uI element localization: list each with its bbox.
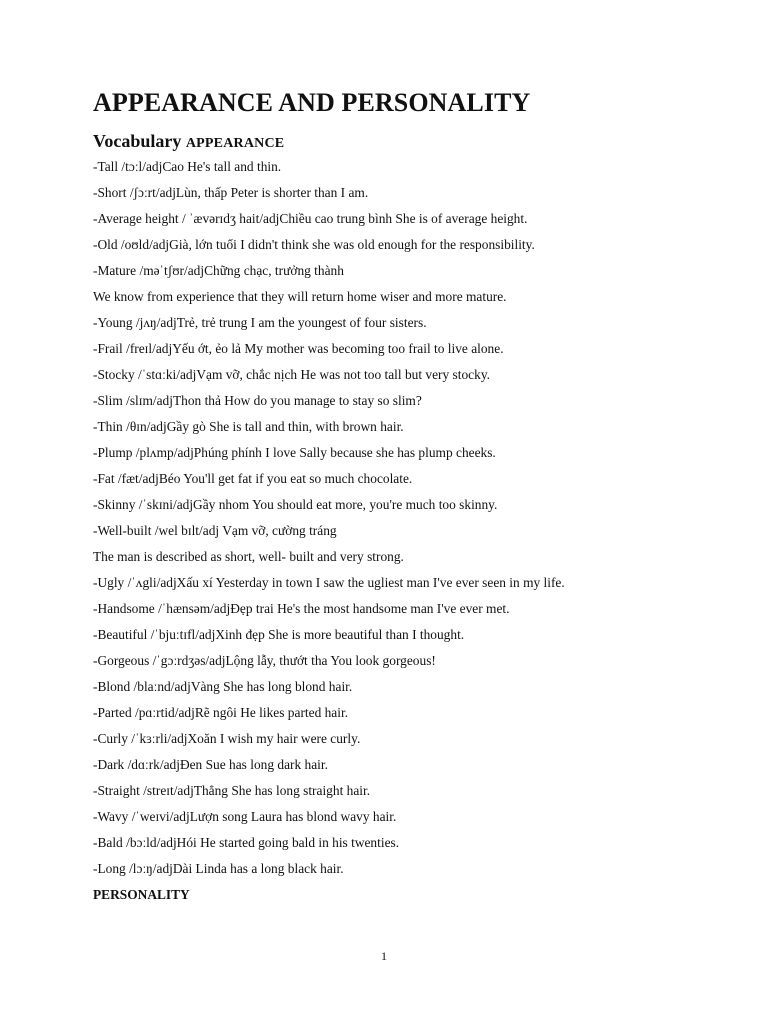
vocabulary-line: -Old /oʊld/adjGià, lớn tuổi I didn't think she was old enough for the responsibility. xyxy=(93,237,535,252)
vocabulary-line: -Tall /tɔːl/adjCao He's tall and thin. xyxy=(93,159,282,174)
vocabulary-line: -Short /ʃɔːrt/adjLùn, thấp Peter is shorter than I am. xyxy=(93,185,369,200)
vocabulary-line: -Bald /bɔːld/adjHói He started going bald in his twenties. xyxy=(93,835,400,850)
vocabulary-line: -Frail /freɪl/adjYếu ớt, ẻo lả My mother was becoming too frail to live alone. xyxy=(93,341,504,356)
vocabulary-line: -Well-built /wel bɪlt/adj Vạm vỡ, cường tráng xyxy=(93,523,337,538)
vocabulary-line: -Straight /streɪt/adjThẳng She has long straight hair. xyxy=(93,783,371,798)
vocabulary-line: -Handsome /ˈhænsəm/adjĐẹp trai He's the most handsome man I've ever met. xyxy=(93,601,510,616)
vocabulary-line: -Average height / ˈævərɪdʒ hait/adjChiều cao trung bình She is of average height. xyxy=(93,211,528,226)
vocabulary-line: -Plump /plʌmp/adjPhúng phính I love Sally because she has plump cheeks. xyxy=(93,445,496,460)
vocabulary-line: -Stocky /ˈstɑːki/adjVạm vỡ, chắc nịch He was not too tall but very stocky. xyxy=(93,367,490,382)
vocabulary-line: -Mature /məˈtʃʊr/adjChững chạc, trưởng thành xyxy=(93,263,344,278)
vocabulary-line: -Fat /fæt/adjBéo You'll get fat if you eat so much chocolate. xyxy=(93,471,413,486)
vocabulary-line: -Dark /dɑːrk/adjĐen Sue has long dark hair. xyxy=(93,757,328,772)
vocabulary-line: -Ugly /ˈʌgli/adjXấu xí Yesterday in town I saw the ugliest man I've ever seen in my life. xyxy=(93,575,565,590)
vocabulary-line: -Gorgeous /ˈgɔːrdʒəs/adjLộng lẫy, thướt tha You look gorgeous! xyxy=(93,653,436,668)
vocabulary-line: -Young /jʌŋ/adjTrẻ, trẻ trung I am the youngest of four sisters. xyxy=(93,315,427,330)
section-heading-vocabulary: Vocabulary xyxy=(93,131,186,151)
vocabulary-line: -Wavy /ˈweɪvi/adjLượn song Laura has blond wavy hair. xyxy=(93,809,397,824)
vocabulary-line: -Skinny /ˈskɪni/adjGầy nhom You should eat more, you're much too skinny. xyxy=(93,497,498,512)
vocabulary-line: -Long /lɔːŋ/adjDài Linda has a long black hair. xyxy=(93,861,344,876)
section-heading-appearance: APPEARANCE xyxy=(185,136,285,151)
vocabulary-line: We know from experience that they will return home wiser and more mature. xyxy=(93,289,507,304)
vocabulary-line: -Curly /ˈkɜːrli/adjXoăn I wish my hair were curly. xyxy=(93,731,361,746)
vocabulary-line: -Thin /θɪn/adjGầy gò She is tall and thin, with brown hair. xyxy=(93,419,404,434)
page-number: 1 xyxy=(381,949,387,963)
vocabulary-list xyxy=(93,154,733,908)
vocabulary-line: The man is described as short, well- built and very strong. xyxy=(93,549,404,564)
subsection-heading: PERSONALITY xyxy=(93,887,190,902)
section-heading xyxy=(93,128,284,156)
vocabulary-line: -Slim /slɪm/adjThon thả How do you manage to stay so slim? xyxy=(93,393,422,408)
vocabulary-line: -Parted /pɑːrtid/adjRẽ ngôi He likes parted hair. xyxy=(93,705,349,720)
page-title: APPEARANCE AND PERSONALITY xyxy=(93,88,531,117)
vocabulary-line: -Blond /blaːnd/adjVàng She has long blond hair. xyxy=(93,679,353,694)
vocabulary-line: -Beautiful /ˈbjuːtɪfl/adjXinh đẹp She is more beautiful than I thought. xyxy=(93,627,465,642)
